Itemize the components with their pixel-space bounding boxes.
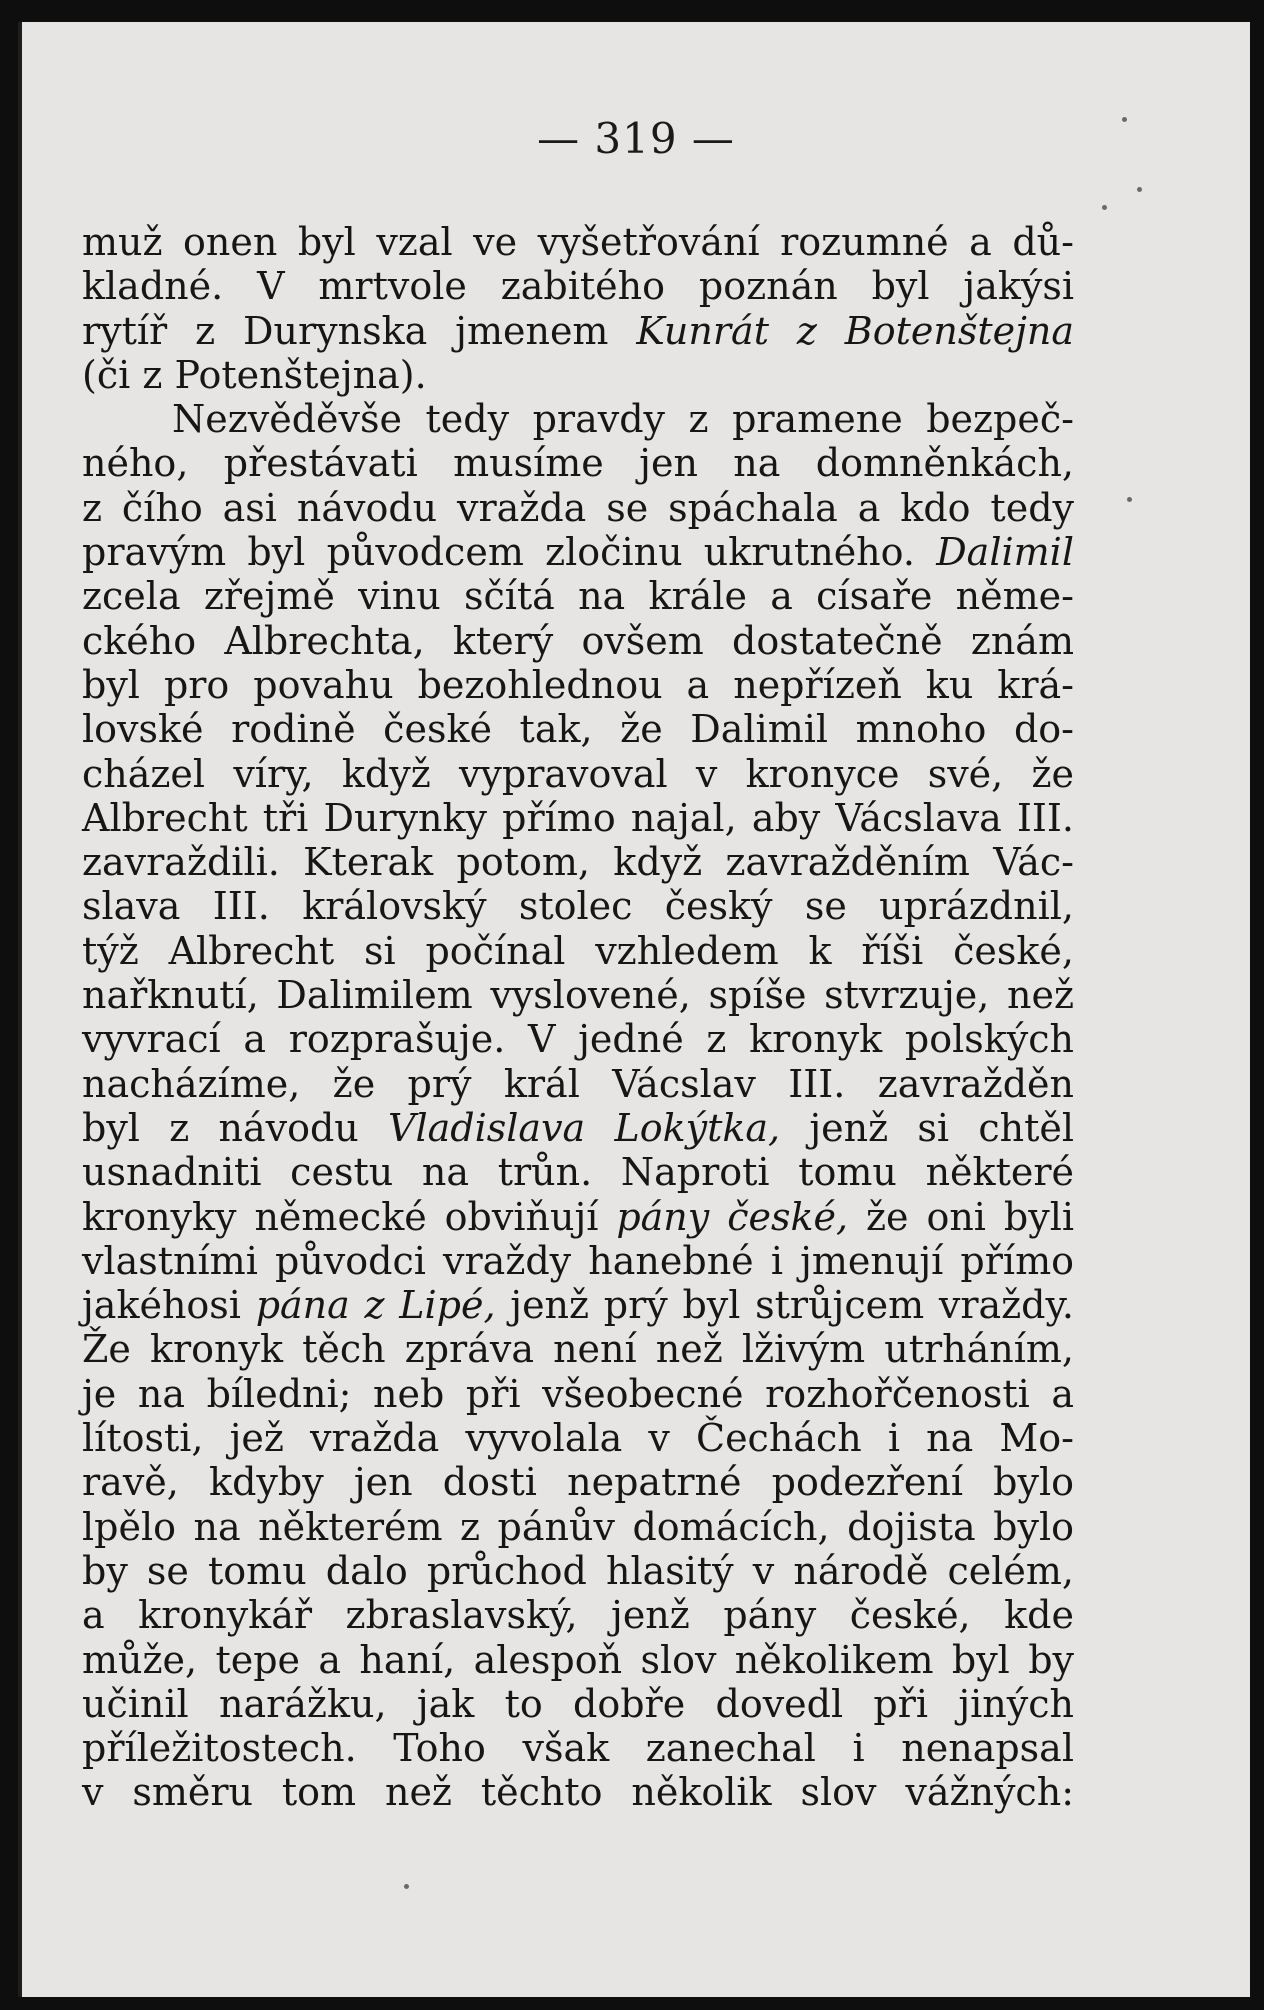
text-line: [82, 1283, 1074, 1327]
text-segment: může, tepe a haní, alespoň slov několikem byl by: [82, 1637, 1074, 1682]
paper-speck: [1137, 187, 1142, 192]
text-segment: vlastními původci vraždy hanebné i jmenují přímo: [82, 1238, 1074, 1283]
italic-name: Kunrát z Botenštejna: [636, 308, 1074, 353]
text-segment: rytíř z Durynska jmenem: [82, 308, 637, 353]
text-segment: nacházíme, že prý král Vácslav III. zavražděn: [82, 1061, 1074, 1106]
text-segment: vyvrací a rozprašuje. V jedné z kronyk polských: [82, 1017, 1074, 1062]
italic-name: Vladislava Lokýtka,: [388, 1105, 781, 1150]
text-line: [82, 1239, 1074, 1283]
text-segment: že oni byli: [848, 1194, 1074, 1239]
text-line: [82, 1372, 1074, 1416]
text-segment: Nezvěděvše tedy pravdy z pramene bezpeč-: [172, 397, 1074, 442]
text-segment: Albrecht tři Durynky přímo najal, aby Vácslava III.: [82, 795, 1074, 840]
text-line: [82, 840, 1074, 884]
text-segment: (či z Potenštejna).: [82, 352, 427, 397]
text-line: [82, 1106, 1074, 1150]
text-line: [82, 1150, 1074, 1194]
text-segment: je na bíledni; neb při všeobecné rozhořčenosti a: [82, 1371, 1074, 1416]
paper-speck: [1102, 205, 1107, 210]
text-line: [82, 1726, 1074, 1770]
text-line: [82, 796, 1074, 840]
text-line: [82, 1062, 1074, 1106]
text-line: [82, 1195, 1074, 1239]
text-line: [82, 1638, 1074, 1682]
italic-name: pány české,: [616, 1194, 849, 1239]
text-segment: ravě, kdyby jen dosti nepatrné podezření bylo: [82, 1460, 1074, 1505]
text-line: [82, 929, 1074, 973]
text-segment: z čího asi návodu vražda se spáchala a kdo tedy: [82, 485, 1074, 530]
body-text: [82, 220, 1074, 1815]
text-segment: lovské rodině české tak, že Dalimil mnoho do-: [82, 707, 1074, 752]
text-segment: ného, přestávati musíme jen na domněnkách,: [82, 441, 1074, 486]
text-segment: příležitostech. Toho však zanechal i nenapsal: [82, 1726, 1074, 1771]
text-line: [82, 884, 1074, 928]
text-line: [82, 264, 1074, 308]
text-line: [82, 486, 1074, 530]
book-page: [18, 22, 1250, 1997]
paper-speck: [404, 1884, 409, 1889]
text-segment: kronyky německé obviňují: [82, 1194, 617, 1239]
text-segment: slava III. královský stolec český se uprázdnil,: [82, 884, 1074, 929]
text-segment: lpělo na některém z pánův domácích, dojista bylo: [82, 1504, 1074, 1549]
text-line: [82, 663, 1074, 707]
text-line: [82, 1682, 1074, 1726]
text-segment: nařknutí, Dalimilem vyslovené, spíše stvrzuje, než: [82, 973, 1074, 1018]
text-segment: cházel víry, když vypravoval v kronyce své, že: [82, 751, 1074, 796]
text-line: [82, 1505, 1074, 1549]
text-segment: jenž prý byl strůjcem vraždy.: [495, 1283, 1074, 1328]
text-segment: lítosti, jež vražda vyvolala v Čechách i na Mo-: [82, 1416, 1074, 1461]
text-line: [82, 397, 1074, 441]
text-segment: učinil narážku, jak to dobře dovedl při jiných: [82, 1681, 1074, 1726]
text-segment: zavraždili. Kterak potom, když zavražděním Vác-: [82, 840, 1074, 885]
italic-name: Dalimil: [936, 530, 1074, 575]
text-line: [82, 530, 1074, 574]
italic-name: pána z Lipé,: [255, 1283, 496, 1328]
text-segment: Že kronyk těch zpráva není než lživým utrháním,: [82, 1327, 1074, 1372]
text-line: [82, 353, 1074, 397]
text-line: [82, 1460, 1074, 1504]
text-segment: muž onen byl vzal ve vyšetřování rozumné a dů-: [82, 220, 1074, 264]
text-line: [82, 220, 1074, 264]
text-line: [82, 1327, 1074, 1371]
text-segment: jenž si chtěl: [780, 1105, 1075, 1150]
paper-speck: [1122, 117, 1127, 122]
text-segment: usnadniti cestu na trůn. Naproti tomu některé: [82, 1150, 1074, 1195]
text-segment: byl z návodu: [82, 1105, 389, 1150]
text-line: [82, 1770, 1074, 1814]
text-line: [82, 973, 1074, 1017]
text-line: [82, 752, 1074, 796]
text-line: [82, 1593, 1074, 1637]
paper-speck: [1127, 497, 1132, 502]
text-segment: zcela zřejmě vinu sčítá na krále a císaře něme-: [82, 574, 1074, 619]
text-line: [82, 309, 1074, 353]
text-segment: ckého Albrechta, který ovšem dostatečně znám: [82, 618, 1074, 663]
text-line: [82, 1416, 1074, 1460]
text-segment: a kronykář zbraslavský, jenž pány české, kde: [82, 1593, 1074, 1638]
text-segment: týž Albrecht si počínal vzhledem k říši české,: [82, 928, 1074, 973]
text-segment: by se tomu dalo průchod hlasitý v národě celém,: [82, 1548, 1074, 1593]
text-line: [82, 441, 1074, 485]
page-number: — 319 —: [537, 114, 735, 163]
text-line: [82, 707, 1074, 751]
text-line: [82, 619, 1074, 663]
text-segment: jakéhosi: [82, 1283, 256, 1328]
text-segment: pravým byl původcem zločinu ukrutného.: [82, 530, 937, 575]
text-line: [82, 574, 1074, 618]
text-line: [82, 1549, 1074, 1593]
text-line: [82, 1017, 1074, 1061]
text-segment: byl pro povahu bezohlednou a nepřízeň ku krá-: [82, 662, 1074, 707]
text-segment: kladné. V mrtvole zabitého poznán byl jakýsi: [82, 264, 1074, 309]
text-segment: v směru tom než těchto několik slov vážných:: [82, 1770, 1074, 1815]
